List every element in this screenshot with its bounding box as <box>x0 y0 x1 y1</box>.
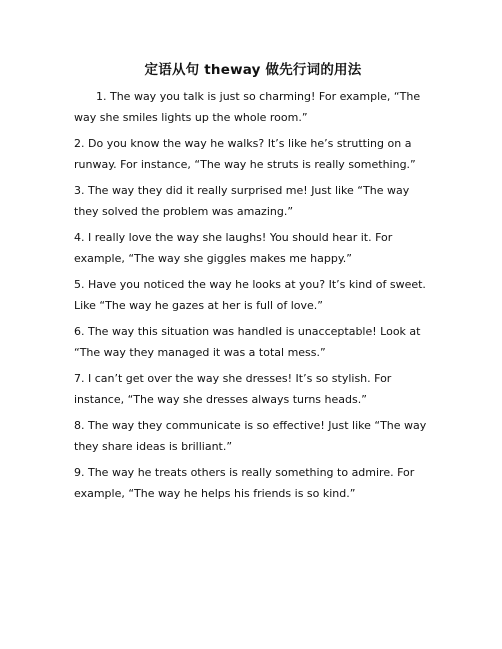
paragraph-1: 1. The way you talk is just so charming! For example, “The way she smiles lights up the whole room.” <box>74 90 421 124</box>
paragraph-4: 4. I really love the way she laughs! You should hear it. For example, “The way she giggles makes me happy.” <box>74 231 393 265</box>
paragraph-5: 5. Have you noticed the way he looks at you? It’s kind of sweet. Like “The way he gazes at her is full of love.” <box>74 278 426 312</box>
paragraph-8: 8. The way they communicate is so effective! Just like “The way they share ideas is brilliant.” <box>74 419 427 453</box>
paragraph-6: 6. The way this situation was handled is unacceptable! Look at “The way they managed it was a total mess.” <box>74 325 421 359</box>
paragraph-2: 2. Do you know the way he walks? It’s like he’s strutting on a runway. For instance, “The way he struts is really something.” <box>74 137 416 171</box>
paragraph-9: 9. The way he treats others is really something to admire. For example, “The way he helps his friends is so kind.” <box>74 466 415 500</box>
document-title: 定语从句 theway 做先行词的用法 <box>144 62 362 78</box>
paragraph-7: 7. I can’t get over the way she dresses! It’s so stylish. For instance, “The way she dresses always turns heads.” <box>74 372 392 406</box>
paragraph-3: 3. The way they did it really surprised me! Just like “The way they solved the problem was amazing.” <box>74 184 410 218</box>
